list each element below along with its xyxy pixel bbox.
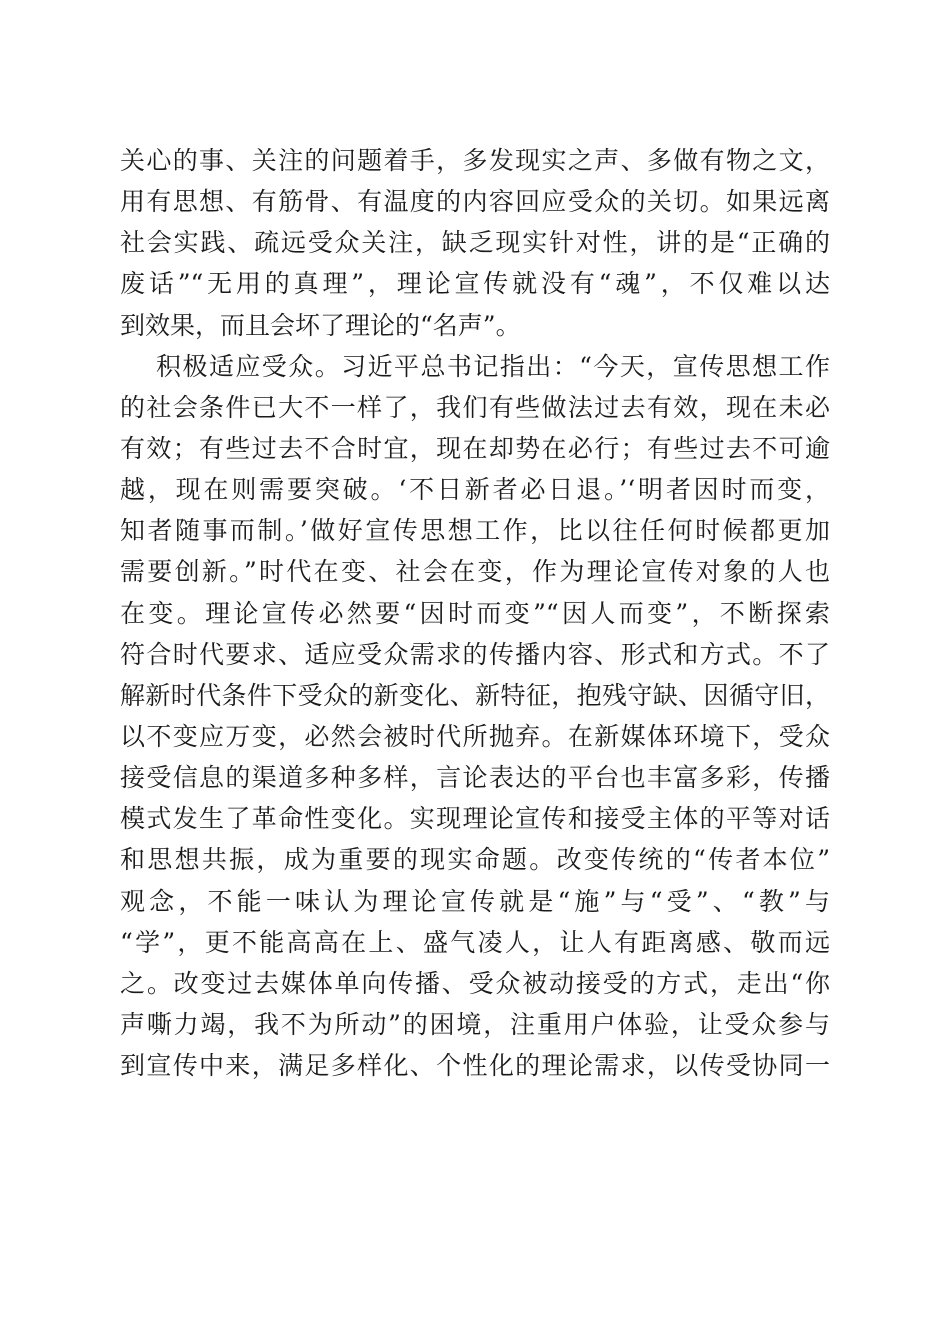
paragraph-first-line: 积极适应受众。习近平总书记指出：“今天，宣传思想工作: [156, 351, 830, 381]
text-line: 的社会条件已大不一样了，我们有些做法过去有效，现在未必: [120, 392, 830, 422]
body-text: [120, 140, 830, 1086]
text-line: 知者随事而制。’做好宣传思想工作，比以往任何时候都更加: [120, 516, 830, 546]
text-line: 有效；有些过去不合时宜，现在却势在必行；有些过去不可逾: [120, 433, 830, 463]
text-line: 到宣传中来，满足多样化、个性化的理论需求，以传受协同一: [120, 1051, 830, 1081]
text-line: 声嘶力竭，我不为所动”的困境，注重用户体验，让受众参与: [120, 1009, 830, 1039]
text-line: 用有思想、有筋骨、有温度的内容回应受众的关切。如果远离: [120, 187, 830, 217]
text-line: 符合时代要求、适应受众需求的传播内容、形式和方式。不了: [120, 639, 830, 669]
text-line: 关心的事、关注的问题着手，多发现实之声、多做有物之文，: [120, 146, 830, 175]
text-line: 在变。理论宣传必然要“因时而变”“因人而变”，不断探索: [120, 598, 830, 628]
text-line: 之。改变过去媒体单向传播、受众被动接受的方式，走出“你: [120, 968, 830, 998]
text-line: 观念，不能一味认为理论宣传就是“施”与“受”、“教”与: [120, 886, 830, 916]
text-line: 到效果，而且会坏了理论的“名声”。: [120, 310, 521, 340]
text-line: 废话”“无用的真理”，理论宣传就没有“魂”，不仅难以达: [120, 269, 830, 299]
text-line: 越，现在则需要突破。‘不日新者必日退。’‘明者因时而变，: [120, 475, 830, 505]
text-line: 社会实践、疏远受众关注，缺乏现实针对性，讲的是“正确的: [120, 228, 830, 258]
text-line: 解新时代条件下受众的新变化、新特征，抱残守缺、因循守旧，: [120, 680, 830, 710]
text-line: “学”，更不能高高在上、盛气凌人，让人有距离感、敬而远: [120, 927, 830, 957]
text-line: 接受信息的渠道多种多样，言论表达的平台也丰富多彩，传播: [120, 763, 830, 793]
text-line: 模式发生了革命性变化。实现理论宣传和接受主体的平等对话: [120, 804, 830, 834]
text-line: 和思想共振，成为重要的现实命题。改变传统的“传者本位”: [120, 845, 830, 875]
text-line: 需要创新。”时代在变、社会在变，作为理论宣传对象的人也: [120, 557, 830, 587]
text-line: 以不变应万变，必然会被时代所抛弃。在新媒体环境下，受众: [120, 721, 830, 751]
